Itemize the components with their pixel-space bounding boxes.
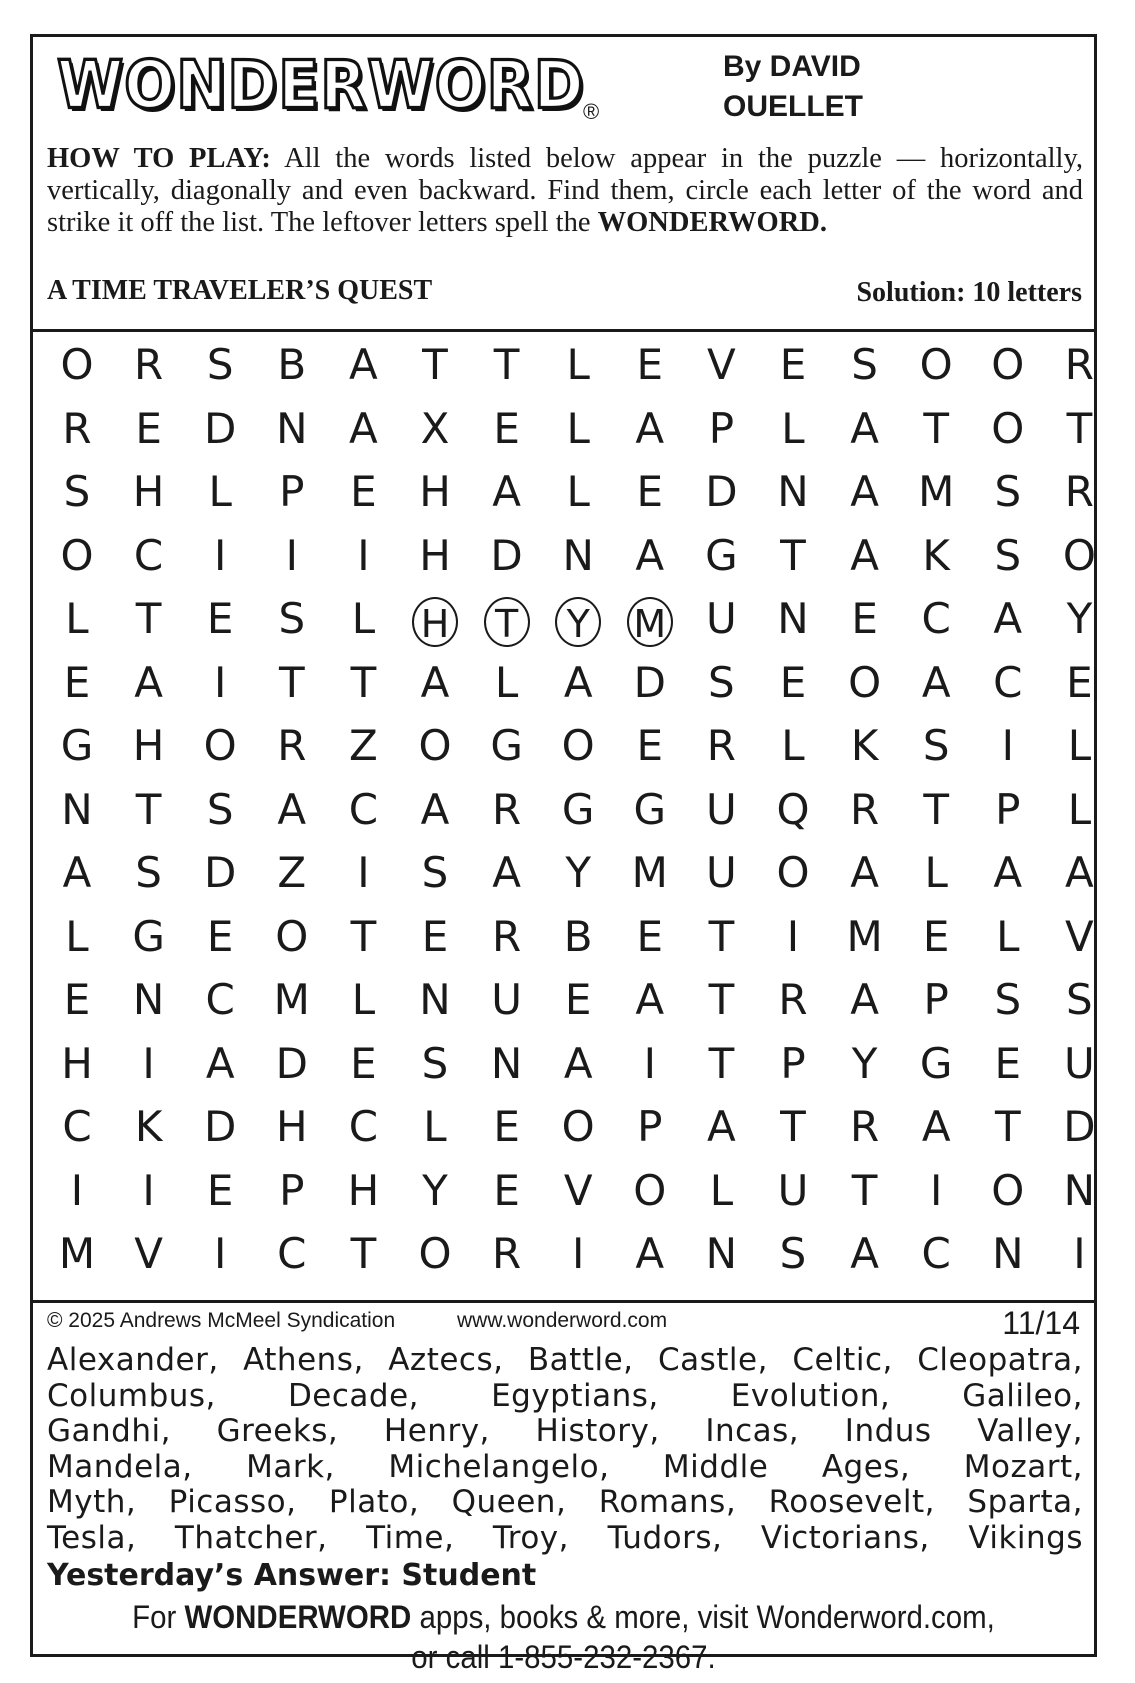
grid-letter[interactable]: E <box>636 340 664 389</box>
grid-letter[interactable]: D <box>204 848 237 897</box>
grid-letter[interactable]: E <box>779 657 807 707</box>
grid-letter[interactable]: I <box>571 1229 585 1278</box>
grid-letter[interactable]: I <box>213 1229 227 1278</box>
grid-letter[interactable]: I <box>357 848 370 897</box>
grid-letter[interactable]: M <box>631 848 668 897</box>
grid-letter[interactable]: O <box>633 1165 667 1215</box>
grid-letter[interactable]: E <box>851 594 878 643</box>
grid-letter[interactable]: I <box>285 530 298 580</box>
grid-letter[interactable]: E <box>922 911 950 961</box>
grid-letter[interactable]: L <box>924 848 948 897</box>
grid-letter[interactable]: N <box>419 975 451 1024</box>
grid-letter[interactable]: C <box>348 1102 379 1151</box>
grid-letter[interactable]: C <box>921 594 951 643</box>
grid-letter[interactable]: E <box>63 657 91 707</box>
promo-prefix: For <box>132 1599 185 1635</box>
grid-letter[interactable]: I <box>929 1165 943 1215</box>
grid-letter[interactable]: S <box>421 848 449 897</box>
grid-letter[interactable]: T <box>493 340 520 389</box>
promo-line1: apps, books & more, visit Wonderword.com, <box>411 1599 995 1635</box>
grid-letter[interactable]: A <box>850 403 879 453</box>
grid-letter[interactable]: A <box>563 657 593 707</box>
promo-text <box>75 1597 1051 1677</box>
grid-letter[interactable]: A <box>850 848 879 897</box>
grid-letter[interactable]: T <box>780 1102 806 1151</box>
letter-grid <box>33 332 1096 1278</box>
grid-letter[interactable]: U <box>1064 1038 1095 1088</box>
grid-letter[interactable]: U <box>491 975 522 1024</box>
grid-letter[interactable]: I <box>1073 1229 1086 1278</box>
grid-letter[interactable]: T <box>994 1102 1021 1151</box>
word-list-line: Alexander, Athens, Aztecs, Battle, Castle, Celtic, Cleopatra, <box>47 1342 1083 1378</box>
grid-letter[interactable]: T <box>350 1229 377 1278</box>
grid-letter[interactable]: S <box>421 1038 449 1088</box>
grid-letter[interactable]: O <box>60 530 94 580</box>
grid-letter[interactable]: T <box>278 657 305 707</box>
grid-letter[interactable]: R <box>134 340 164 389</box>
grid-letter[interactable]: S <box>994 975 1022 1024</box>
grid-letter[interactable]: A <box>134 657 163 707</box>
grid-letter[interactable]: R <box>492 1229 522 1278</box>
grid-letter[interactable]: L <box>566 467 590 516</box>
grid-letter[interactable]: V <box>563 1165 593 1215</box>
grid-letter[interactable]: M <box>614 588 686 650</box>
grid-letter[interactable]: O <box>418 721 452 770</box>
grid-letter[interactable]: Z <box>277 848 307 897</box>
grid-letter[interactable]: R <box>1064 340 1094 389</box>
grid-letter[interactable]: R <box>778 975 808 1024</box>
grid-letter[interactable]: E <box>1066 657 1093 707</box>
grid-letter[interactable]: H <box>419 530 451 580</box>
grid-letter[interactable]: O <box>991 403 1025 453</box>
word-list-line: Gandhi, Greeks, Henry, History, Incas, Indus Valley, <box>47 1413 1083 1449</box>
grid-letter[interactable]: A <box>850 975 879 1024</box>
grid-letter[interactable]: O <box>1062 530 1096 580</box>
grid-letter[interactable]: H <box>132 467 165 516</box>
grid-letter[interactable]: T <box>350 657 377 707</box>
grid-letter[interactable]: N <box>1063 1165 1096 1215</box>
grid-letter[interactable]: G <box>132 911 165 961</box>
grid-letter[interactable]: L <box>65 594 89 643</box>
grid-letter[interactable]: G <box>490 721 523 770</box>
grid-letter[interactable]: I <box>786 911 800 961</box>
grid-letter[interactable]: E <box>206 911 234 961</box>
grid-letter[interactable]: I <box>213 657 227 707</box>
grid-letter[interactable]: M <box>273 975 310 1024</box>
grid-letter[interactable]: I <box>142 1038 155 1088</box>
grid-letter[interactable]: A <box>1065 848 1094 897</box>
wonderword-logo: WONDERWORD <box>57 47 585 124</box>
grid-letter[interactable]: R <box>277 721 307 770</box>
grid-letter[interactable]: H <box>399 588 471 650</box>
grid-letter[interactable]: B <box>277 340 307 389</box>
grid-letter[interactable]: U <box>706 784 737 834</box>
promo-brand: WONDERWORD <box>184 1599 412 1635</box>
grid-letter[interactable]: V <box>707 340 736 389</box>
grid-letter[interactable]: L <box>1067 784 1092 834</box>
grid-letter[interactable]: T <box>135 594 162 643</box>
grid-letter[interactable]: T <box>708 975 735 1024</box>
grid-letter[interactable]: B <box>563 911 593 961</box>
grid-letter[interactable]: A <box>635 403 665 453</box>
grid-letter[interactable]: P <box>279 1165 305 1215</box>
grid-letter[interactable]: O <box>776 848 810 897</box>
grid-letter[interactable]: U <box>706 594 737 643</box>
grid-letter[interactable]: A <box>349 403 378 453</box>
grid-letter[interactable]: R <box>1064 467 1094 516</box>
word-list-line: Tesla, Thatcher, Time, Troy, Tudors, Victorians, Vikings <box>47 1519 1083 1556</box>
grid-letter[interactable]: R <box>850 1102 880 1151</box>
grid-letter[interactable]: H <box>419 467 451 516</box>
grid-letter[interactable]: I <box>142 1165 155 1215</box>
grid-divider <box>33 1300 1094 1303</box>
puzzle-header <box>33 37 1094 332</box>
grid-letter[interactable]: H <box>276 1102 308 1151</box>
grid-letter[interactable]: A <box>349 340 378 389</box>
grid-letter[interactable]: S <box>63 467 91 516</box>
grid-letter[interactable]: G <box>705 530 738 580</box>
word-list-line: Mandela, Mark, Michelangelo, Middle Ages, Mozart, <box>47 1448 1083 1485</box>
grid-letter[interactable]: E <box>636 721 664 770</box>
grid-letter[interactable]: I <box>213 530 227 580</box>
grid-letter[interactable]: I <box>643 1038 656 1088</box>
byline <box>723 47 1023 127</box>
grid-letter[interactable]: O <box>60 340 94 389</box>
how-to-play-text: All the words listed below appear in the puzzle — horizontally, vertically, diagonally and even backward. Find them, circle each letter of the word and strike it off the list. The leftover letters spell the <box>47 143 1083 238</box>
grid-letter[interactable]: Q <box>776 784 810 834</box>
grid-letter[interactable]: O <box>561 1102 595 1151</box>
grid-letter[interactable]: S <box>1066 975 1093 1024</box>
grid-letter[interactable]: P <box>780 1038 806 1088</box>
grid-letter[interactable]: I <box>70 1165 84 1215</box>
grid-letter[interactable]: E <box>994 1038 1022 1088</box>
grid-letter[interactable]: L <box>351 594 376 643</box>
grid-letter[interactable]: A <box>850 467 879 516</box>
grid-letter[interactable]: G <box>561 784 595 834</box>
grid-letter[interactable]: A <box>921 657 951 707</box>
grid-letter[interactable]: C <box>62 1102 92 1151</box>
grid-letter[interactable]: A <box>707 1102 736 1151</box>
grid-letter[interactable]: A <box>635 530 665 580</box>
grid-letter[interactable]: T <box>923 403 950 453</box>
grid-letter[interactable]: L <box>423 1102 447 1151</box>
grid-letter[interactable]: S <box>206 340 234 389</box>
grid-letter[interactable]: G <box>633 784 667 834</box>
grid-letter[interactable]: S <box>708 657 735 707</box>
grid-letter[interactable]: Y <box>1066 594 1093 643</box>
registered-mark: ® <box>583 99 600 124</box>
grid-letter[interactable]: E <box>206 594 234 643</box>
byline-by: By DAVID <box>723 50 861 83</box>
grid-letter[interactable]: L <box>709 1165 734 1215</box>
grid-letter[interactable]: L <box>494 657 519 707</box>
grid-letter[interactable]: Y <box>422 1165 448 1215</box>
grid-letter[interactable]: E <box>493 403 520 453</box>
grid-letter[interactable]: A <box>420 657 450 707</box>
grid-letter[interactable]: T <box>135 784 162 834</box>
grid-letter[interactable]: N <box>992 1229 1024 1278</box>
grid-letter[interactable]: A <box>635 975 665 1024</box>
grid-letter[interactable]: C <box>348 784 379 834</box>
grid-letter[interactable]: K <box>922 530 950 580</box>
grid-letter[interactable]: G <box>60 721 94 770</box>
grid-letter[interactable]: T <box>708 911 735 961</box>
grid-letter[interactable]: A <box>62 848 92 897</box>
grid-letter[interactable]: T <box>923 784 950 834</box>
grid-letter[interactable]: O <box>418 1229 452 1278</box>
grid-letter[interactable]: P <box>279 467 305 516</box>
grid-letter[interactable]: M <box>58 1229 96 1278</box>
grid-letter[interactable]: E <box>63 975 91 1024</box>
grid-letter[interactable]: A <box>277 784 307 834</box>
grid-letter[interactable]: N <box>276 403 308 453</box>
grid-letter[interactable]: N <box>132 975 165 1024</box>
solution-length: Solution: 10 letters <box>856 277 1082 308</box>
grid-letter[interactable]: A <box>492 848 521 897</box>
grid-letter[interactable]: T <box>708 1038 735 1088</box>
grid-letter[interactable]: K <box>850 721 879 770</box>
grid-letter[interactable]: I <box>357 530 370 580</box>
grid-letter[interactable]: V <box>134 1229 163 1278</box>
grid-letter[interactable]: C <box>205 975 235 1024</box>
grid-letter[interactable]: T <box>780 530 806 580</box>
puzzle-date: 11/14 <box>1002 1305 1080 1341</box>
grid-letter[interactable]: N <box>61 784 93 834</box>
how-to-play <box>47 143 1083 239</box>
grid-letter[interactable]: C <box>277 1229 307 1278</box>
grid-letter[interactable]: E <box>493 1165 520 1215</box>
grid-letter[interactable]: I <box>1001 721 1014 770</box>
grid-letter[interactable]: R <box>850 784 880 834</box>
grid-letter[interactable]: X <box>420 403 450 453</box>
grid-letter[interactable]: R <box>492 784 522 834</box>
grid-letter[interactable]: H <box>132 721 165 770</box>
grid-letter[interactable]: T <box>350 911 377 961</box>
grid-letter[interactable]: E <box>493 1102 520 1151</box>
grid-letter[interactable]: S <box>135 848 162 897</box>
grid-letter[interactable]: E <box>564 975 592 1024</box>
grid-letter[interactable]: L <box>351 975 376 1024</box>
grid-letter[interactable]: Z <box>349 721 378 770</box>
grid-letter[interactable]: E <box>135 403 162 453</box>
grid-letter[interactable]: R <box>492 911 522 961</box>
grid-letter[interactable]: O <box>848 657 882 707</box>
grid-letter[interactable]: M <box>846 911 883 961</box>
grid-letter[interactable]: E <box>779 340 807 389</box>
grid-letter[interactable]: P <box>708 403 735 453</box>
grid-letter[interactable]: A <box>993 594 1023 643</box>
grid-letter[interactable]: S <box>994 467 1022 516</box>
grid-letter[interactable]: A <box>850 530 879 580</box>
grid-letter[interactable]: O <box>561 721 595 770</box>
grid-letter[interactable]: U <box>706 848 737 897</box>
grid-letter[interactable]: D <box>204 403 237 453</box>
grid-letter[interactable]: G <box>919 1038 953 1088</box>
grid-letter[interactable]: D <box>490 530 523 580</box>
grid-letter[interactable]: N <box>562 530 594 580</box>
grid-letter[interactable]: D <box>1063 1102 1096 1151</box>
grid-letter[interactable]: A <box>635 1229 665 1278</box>
grid-letter[interactable]: A <box>492 467 521 516</box>
grid-letter[interactable]: L <box>65 911 89 961</box>
grid-letter[interactable]: H <box>61 1038 93 1088</box>
how-to-play-end: WONDERWORD. <box>597 207 827 238</box>
grid-letter[interactable]: T <box>471 588 543 650</box>
grid-letter[interactable]: C <box>133 530 164 580</box>
grid-letter[interactable]: T <box>1066 403 1093 453</box>
grid-letter[interactable]: L <box>566 403 590 453</box>
grid-letter[interactable]: E <box>350 1038 377 1088</box>
grid-letter[interactable]: O <box>919 340 953 389</box>
grid-letter[interactable]: E <box>636 911 664 961</box>
yesterdays-answer: Yesterday’s Answer: Student <box>47 1558 537 1593</box>
grid-letter[interactable]: C <box>921 1229 951 1278</box>
grid-letter[interactable]: D <box>633 657 666 707</box>
grid-letter[interactable]: V <box>1065 911 1094 961</box>
grid-letter[interactable]: A <box>993 848 1023 897</box>
grid-letter[interactable]: O <box>275 911 309 961</box>
grid-letter[interactable]: L <box>1067 721 1092 770</box>
grid-letter[interactable]: A <box>850 1229 879 1278</box>
promo-line2: or call 1-855-232-2367. <box>411 1639 716 1675</box>
grid-letter[interactable]: N <box>490 1038 523 1088</box>
grid-letter[interactable]: M <box>918 467 955 516</box>
grid-letter[interactable]: H <box>347 1165 380 1215</box>
grid-letter[interactable]: Y <box>851 1038 878 1088</box>
puzzle-frame <box>30 34 1097 1675</box>
grid-letter[interactable]: O <box>991 1165 1025 1215</box>
grid-letter[interactable]: L <box>566 340 590 389</box>
grid-letter[interactable]: L <box>208 467 232 516</box>
grid-letter[interactable]: O <box>991 340 1025 389</box>
grid-letter[interactable]: P <box>923 975 949 1024</box>
word-list <box>47 1343 1083 1556</box>
byline-name: OUELLET <box>723 90 863 123</box>
grid-letter[interactable]: A <box>205 1038 235 1088</box>
puzzle-theme: A TIME TRAVELER’S QUEST <box>47 275 433 306</box>
grid-letter[interactable]: T <box>851 1165 878 1215</box>
word-list-line: Myth, Picasso, Plato, Queen, Romans, Roosevelt, Sparta, <box>47 1484 1083 1520</box>
how-to-play-label: HOW TO PLAY: <box>47 143 271 174</box>
website-link[interactable]: www.wonderword.com <box>457 1309 668 1332</box>
grid-letter[interactable]: S <box>278 594 306 643</box>
grid-letter[interactable]: L <box>781 403 805 453</box>
grid-letter[interactable]: E <box>421 911 449 961</box>
grid-letter[interactable]: P <box>995 784 1021 834</box>
grid-letter[interactable]: U <box>777 1165 809 1215</box>
grid-letter[interactable]: Y <box>565 848 592 897</box>
grid-letter[interactable]: A <box>563 1038 593 1088</box>
grid-letter[interactable]: E <box>636 467 664 516</box>
grid-letter[interactable]: K <box>134 1102 163 1151</box>
grid-letter[interactable]: A <box>921 1102 951 1151</box>
grid-letter[interactable]: E <box>206 1165 234 1215</box>
grid-letter[interactable]: R <box>62 403 92 453</box>
grid-letter[interactable]: S <box>851 340 878 389</box>
grid-letter[interactable]: L <box>781 721 805 770</box>
grid-letter[interactable]: A <box>420 784 450 834</box>
grid-letter[interactable]: D <box>275 1038 308 1088</box>
grid-letter[interactable]: P <box>637 1102 663 1151</box>
grid-letter[interactable]: S <box>779 1229 807 1278</box>
grid-letter[interactable]: D <box>204 1102 237 1151</box>
word-list-line: Columbus, Decade, Egyptians, Evolution, Galileo, <box>47 1377 1083 1414</box>
grid-letter[interactable]: D <box>705 467 738 516</box>
grid-letter[interactable]: Y <box>542 588 614 650</box>
grid-letter[interactable]: O <box>203 721 237 770</box>
grid-letter[interactable]: E <box>350 467 377 516</box>
grid-letter[interactable]: N <box>777 467 809 516</box>
grid-letter[interactable]: L <box>996 911 1020 961</box>
grid-letter[interactable]: T <box>422 340 448 389</box>
copyright: © 2025 Andrews McMeel Syndication <box>47 1309 396 1332</box>
grid-letter[interactable]: N <box>705 1229 738 1278</box>
grid-letter[interactable]: S <box>922 721 950 770</box>
grid-letter[interactable]: S <box>206 784 234 834</box>
grid-letter[interactable]: S <box>994 530 1022 580</box>
grid-letter[interactable]: R <box>706 721 736 770</box>
grid-letter[interactable]: C <box>993 657 1023 707</box>
grid-letter[interactable]: N <box>777 594 809 643</box>
